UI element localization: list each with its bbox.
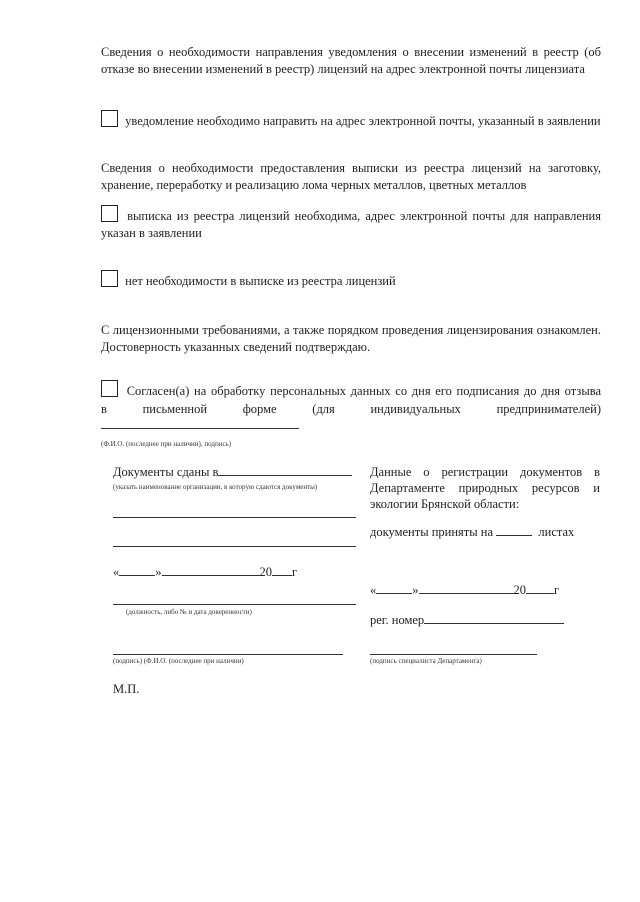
left-date-field[interactable]: « » 20 г [113,565,298,579]
extract-yes-checkbox[interactable] [101,205,118,222]
left-date-month[interactable] [162,564,260,576]
right-date-day[interactable] [376,582,412,594]
position-caption: (должность, либо № и дата доверенности) [126,608,252,616]
fio-caption: (Ф.И.О. (последнее при наличии), подпись) [101,440,232,448]
stamp-label: М.П. [113,682,140,696]
extract-heading: Сведения о необходимости предоставления выписки из реестра лицензий на заготовку, хранение, переработку и реализацию лома черных металлов, цветных металлов [101,161,601,192]
submitted-caption: (указать наименование организации, в которую сдаются документы) [113,483,318,491]
registration-text: Данные о регистрации документов в Департаменте природных ресурсов и экологии Брянской области: [370,465,600,511]
right-date-year[interactable] [526,582,554,594]
fio-signature-line[interactable] [101,428,299,429]
extract-no-label: нет необходимости в выписке из реестра лицензий [125,274,396,288]
consent-line-1[interactable] [101,380,601,400]
email-notice-option-label: уведомление необходимо направить на адрес электронной почты, указанный в заявлении [125,114,601,128]
submitted-org-line-2[interactable] [113,517,356,518]
applicant-signature-caption: (подпись) (Ф.И.О. (последнее при наличии) [113,657,244,665]
reg-number-input[interactable] [424,612,564,624]
specialist-caption: (подпись специалиста Департамента) [370,657,482,665]
right-date-field[interactable]: « » 20 г [370,583,560,597]
extract-option-yes[interactable] [101,205,601,242]
email-notice-checkbox[interactable] [101,110,118,127]
right-date-month[interactable] [419,582,514,594]
submitted-label: Документы сданы в [113,464,352,481]
consent-checkbox[interactable] [101,380,118,397]
email-notice-option[interactable] [101,110,601,130]
left-date-year[interactable] [272,564,292,576]
applicant-signature-line[interactable] [113,654,343,655]
email-notice-heading: Сведения о необходимости направления уведомления о внесении изменений в реестр (об отказе во внесении изменений в реестр) лицензий на адрес электронной почты лицензиата [101,45,601,76]
extract-option-no[interactable] [101,270,601,290]
submitted-org-field[interactable] [218,464,352,476]
consent-label: Согласен(а) на обработку персональных данных со дня его подписания до дня отзыва [126,384,602,398]
extract-no-checkbox[interactable] [101,270,118,287]
reg-number-field[interactable]: рег. номер [370,612,564,629]
submitted-org-line-3[interactable] [113,546,356,547]
position-line[interactable] [113,604,356,605]
accepted-sheets[interactable]: документы приняты на листах [370,525,575,539]
consent-line-2: в письменной форме (для индивидуальных предпринимателей) [101,402,601,416]
specialist-signature-line[interactable] [370,654,537,655]
accepted-sheets-count[interactable] [496,524,532,536]
left-date-day[interactable] [119,564,155,576]
acknowledgement: С лицензионными требованиями, а также порядком проведения лицензирования ознакомлен. Достоверность указанных сведений подтверждаю. [101,323,601,354]
extract-yes-label: выписка из реестра лицензий необходима, адрес электронной почты для направления указан в заявлении [101,209,601,240]
